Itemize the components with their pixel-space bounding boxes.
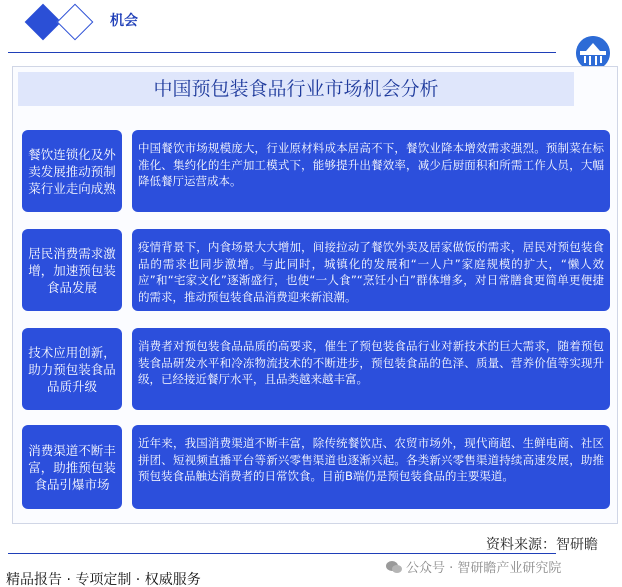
page-title: 中国预包装食品行业市场机会分析 [18,72,574,106]
header-divider [8,52,556,53]
row-label-channels: 消费渠道不断丰富，助推预包装食品引爆市场 [22,425,122,509]
company-logo [576,36,610,70]
wechat-icon [386,560,402,574]
row-desc-catering: 中国餐饮市场规模庞大，行业原材料成本居高不下，餐饮业降本增效需求强烈。预制菜在标准化、集约化的生产加工模式下，能够提升出餐效率，减少后厨面积和所需工作人员，大幅降低餐厅运营成本。 [132,130,610,212]
footer-slogan: 精品报告 · 专项定制 · 权威服务 [6,572,201,587]
row-desc-demand: 疫情背景下，内食场景大大增加，间接拉动了餐饮外卖及居家做饭的需求，居民对预包装食品的需求也同步激增。与此同时，城镇化的发展和“一人户”家庭规模的扩大，“懒人效应”和“宅家文化”逐渐盛行，也使“一人食”“烹饪小白”群体增多，对日常膳食更简单更便捷的需求，推动预包装食品消费迎来新浪潮。 [132,229,610,311]
row-label-catering: 餐饮连锁化及外卖发展推动预制菜行业走向成熟 [22,130,122,212]
footer-wechat [386,557,561,576]
diamond-outline-icon [57,4,94,41]
header [0,0,622,60]
row-label-demand: 居民消费需求激增，加速预包装食品发展 [22,229,122,311]
row-desc-technology: 消费者对预包装食品品质的高要求，催生了预包装食品行业对新技术的巨大需求，随着预包装食品研发水平和冷冻物流技术的不断进步，预包装食品的色泽、质量、营养价值等实现升级，已经接近餐厅水平，且品类越来越丰富。 [132,328,610,410]
footer-divider [8,553,556,554]
footer-wechat-text: 公众号 · 智研瞻产业研究院 [406,561,562,576]
section-title: 机会 [110,13,138,29]
source-note: 资料来源：智研瞻 [486,537,598,553]
row-desc-channels: 近年来，我国消费渠道不断丰富，除传统餐饮店、农贸市场外，现代商超、生鲜电商、社区拼团、短视频直播平台等新兴零售渠道也逐渐兴起。各类新兴零售渠道持续高速发展，助推预包装食品触达消费者的日常饮食。目前B端仍是预包装食品的主要渠道。 [132,425,610,509]
row-label-technology: 技术应用创新，助力预包装食品品质升级 [22,328,122,410]
